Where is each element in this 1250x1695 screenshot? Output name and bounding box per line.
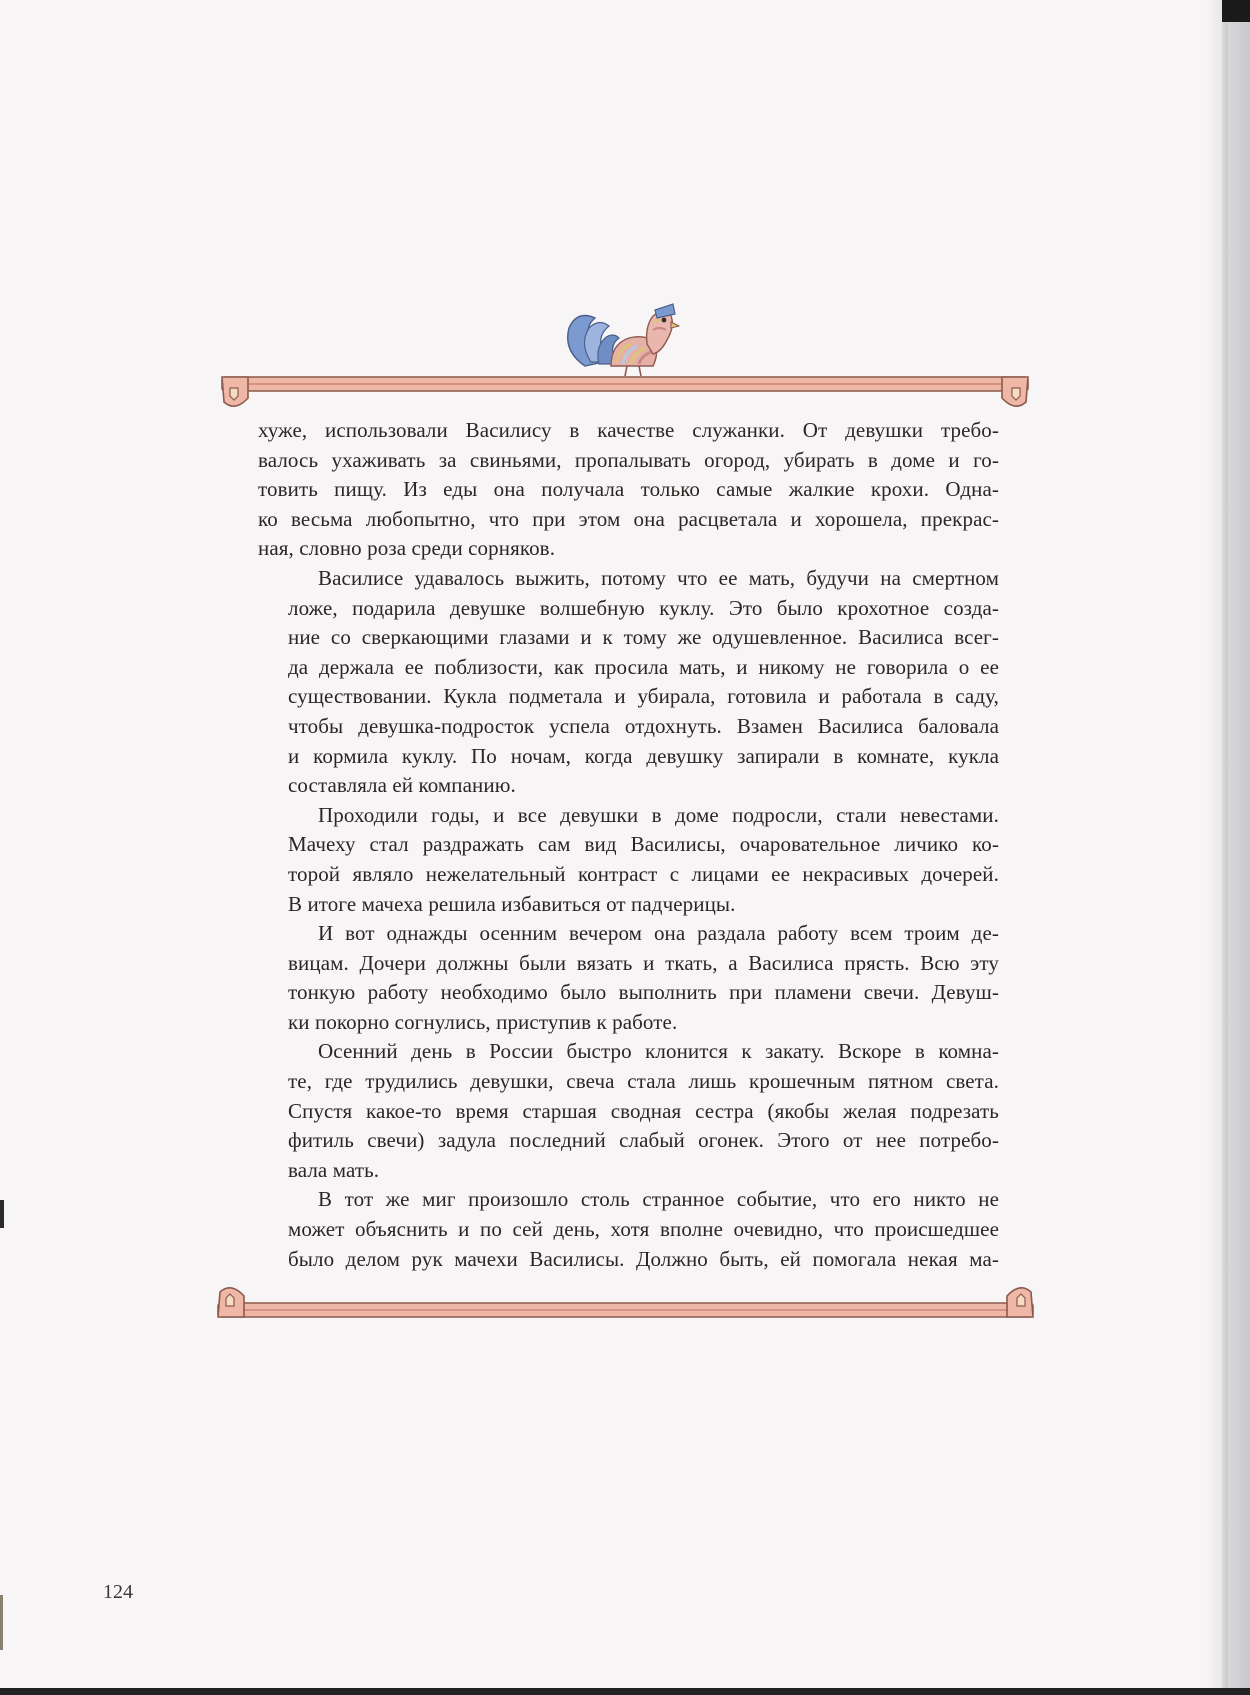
text-line: было делом рук мачехи Василисы. Должно быть, ей помогала некая ма- bbox=[288, 1246, 999, 1271]
text-line: хуже, использовали Василису в качестве служанки. От девушки требо- bbox=[258, 418, 999, 442]
paragraph-3 bbox=[258, 801, 999, 919]
paragraph-4 bbox=[258, 919, 999, 1037]
text-line: ложе, подарила девушке волшебную куклу. Это было крохотное созда- bbox=[288, 595, 999, 620]
text-line: Василисе удавалось выжить, потому что ее мать, будучи на смертном bbox=[318, 565, 999, 590]
text-line: составляла ей компанию. bbox=[288, 773, 516, 798]
page-number: 124 bbox=[103, 1581, 133, 1603]
paragraph-6 bbox=[258, 1185, 999, 1274]
text-line: ние со сверкающими глазами и к тому же одушевленное. Василиса всег- bbox=[288, 625, 999, 650]
text-line: В итоге мачеха решила избавиться от падчерицы. bbox=[288, 891, 736, 916]
scan-bottom-edge bbox=[0, 1688, 1250, 1695]
text-line: вала мать. bbox=[288, 1157, 380, 1182]
book-edge-top bbox=[1222, 0, 1250, 22]
scan-left-mark bbox=[0, 1200, 4, 1228]
text-line: те, где трудились девушки, свеча стала лишь крошечным пятном света. bbox=[288, 1069, 999, 1094]
story-text bbox=[258, 416, 999, 1274]
text-line: Осенний день в России быстро клонится к закату. Вскоре в комна- bbox=[318, 1039, 999, 1064]
text-line: ко весьма любопытно, что при этом она расцветала и хорошела, прекрас- bbox=[258, 506, 999, 531]
text-line: Спустя какое-то время старшая сводная сестра (якобы желая подрезать bbox=[288, 1098, 999, 1123]
text-line: фитиль свечи) задула последний слабый огонек. Этого от нее потребо- bbox=[288, 1128, 999, 1153]
text-line: ная, словно роза среди сорняков. bbox=[258, 536, 556, 561]
text-line: В тот же миг произошло столь странное событие, что его никто не bbox=[318, 1187, 999, 1212]
text-line: и кормила куклу. По ночам, когда девушку запирали в комнате, кукла bbox=[288, 743, 999, 768]
text-line: может объяснить и по сей день, хотя вполне очевидно, что происшедшее bbox=[288, 1217, 999, 1242]
text-line: вицам. Дочери должны были вязать и ткать, а Василиса прясть. Всю эту bbox=[288, 950, 999, 975]
text-line: существовании. Кукла подметала и убирала, готовила и работала в саду, bbox=[288, 684, 999, 709]
text-line: Проходили годы, и все девушки в доме подросли, стали невестами. bbox=[318, 802, 999, 827]
text-line: Мачеху стал раздражать сам вид Василисы, очаровательное личико ко- bbox=[288, 832, 999, 857]
text-line: чтобы девушка-подросток успела отдохнуть. Взамен Василиса баловала bbox=[288, 713, 999, 738]
text-line: И вот однажды осенним вечером она раздала работу всем троим де- bbox=[318, 921, 999, 946]
paragraph-1 bbox=[258, 416, 999, 564]
scan-left-mark-lower bbox=[0, 1595, 3, 1650]
text-line: торой являло нежелательный контраст с лицами ее некрасивых дочерей. bbox=[288, 861, 999, 886]
text-line: валось ухаживать за свиньями, пропалывать огород, убирать в доме и го- bbox=[258, 447, 999, 472]
text-line: тонкую работу необходимо было выполнить при пламени свечи. Девуш- bbox=[288, 980, 999, 1005]
text-line: товить пищу. Из еды она получала только самые жалкие крохи. Одна- bbox=[258, 477, 999, 502]
paragraph-2 bbox=[258, 564, 999, 801]
paragraph-5 bbox=[258, 1037, 999, 1185]
book-edge-right bbox=[1228, 22, 1250, 1695]
text-line: да держала ее поблизости, как просила мать, и никому не говорила о ее bbox=[288, 654, 999, 679]
rooster-icon bbox=[555, 296, 705, 380]
text-line: ки покорно согнулись, приступив к работе. bbox=[288, 1009, 678, 1034]
